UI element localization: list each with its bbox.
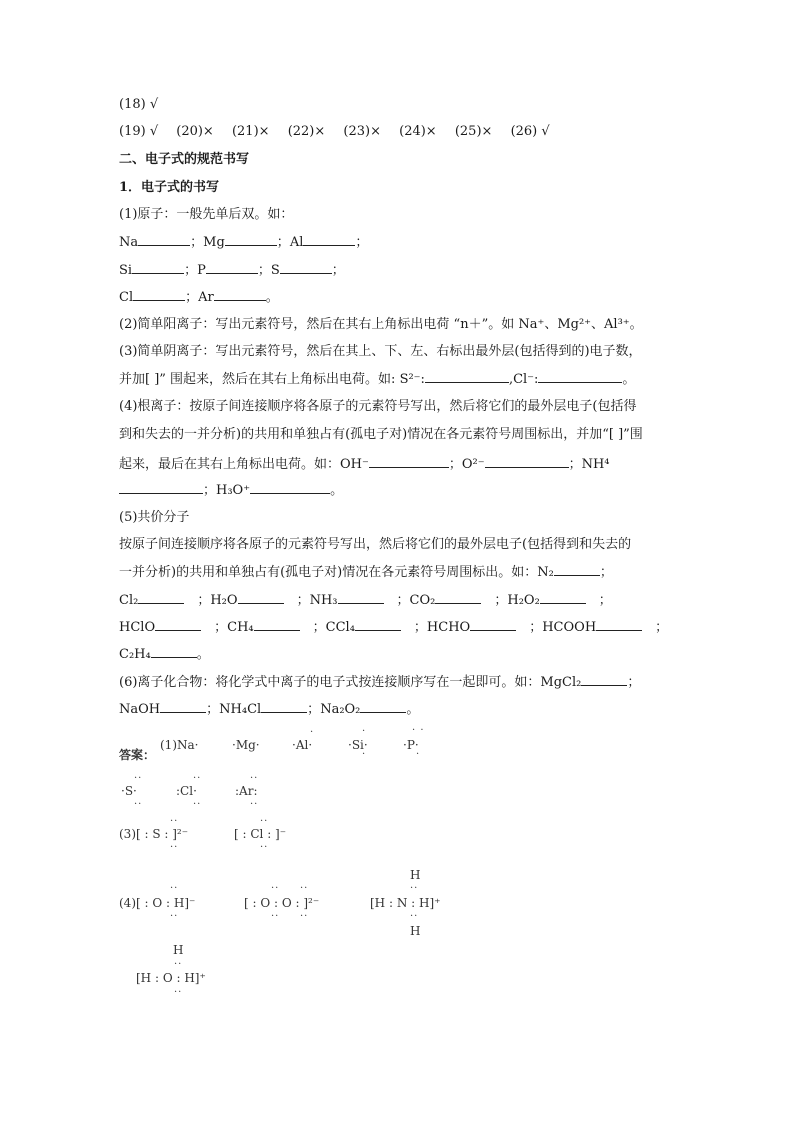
answer-1-ar: :Ar: bbox=[235, 784, 258, 798]
answer-blank[interactable] bbox=[470, 618, 516, 631]
formula-label: HCOOH bbox=[542, 620, 597, 635]
formula-label: HClO bbox=[119, 620, 156, 635]
electron-dot: ·· bbox=[410, 883, 419, 894]
judgement-line-2 bbox=[119, 123, 550, 141]
answer-blank[interactable] bbox=[151, 645, 197, 658]
formula-label: CH₄ bbox=[227, 620, 254, 635]
electron-dot: ·· bbox=[170, 883, 179, 894]
electron-dot: ·· bbox=[170, 816, 179, 827]
radical-rule-line-4 bbox=[119, 481, 343, 500]
answer-blank[interactable] bbox=[425, 370, 509, 383]
answer-1-p: ·P· bbox=[403, 738, 419, 752]
atoms-row-1: Na ；Mg ；Al ； bbox=[119, 235, 369, 250]
answer-4-nh4: [H : N : H]⁺ bbox=[370, 896, 441, 910]
atoms-row-2: Si ；P ；S ； bbox=[119, 263, 345, 278]
judgement-item: (26) √ bbox=[510, 124, 550, 139]
electron-dot: ·· bbox=[174, 959, 183, 970]
electron-dot: ·· bbox=[174, 987, 183, 998]
answer-blank[interactable] bbox=[132, 261, 184, 274]
answer-blank[interactable] bbox=[238, 591, 284, 604]
electron-dot: ·· bbox=[271, 883, 280, 894]
judgement-item: (25)× bbox=[454, 124, 493, 139]
covalent-text: 一并分析)的共用和单独占有(孤电子对)情况在各元素符号周围标出。如：N₂ bbox=[119, 565, 554, 580]
answer-1-cl: :Cl· bbox=[176, 784, 197, 798]
atoms-row-3: Cl ；Ar 。 bbox=[119, 290, 279, 305]
answer-blank[interactable] bbox=[360, 700, 406, 713]
electron-dot: ·· bbox=[193, 773, 202, 784]
formula-label: Na₂O₂ bbox=[320, 702, 361, 717]
electron-dot: ·· bbox=[250, 799, 259, 810]
formula-label: NH₄Cl bbox=[219, 702, 262, 717]
judgement-item: (20)× bbox=[176, 124, 214, 139]
answer-blank[interactable] bbox=[554, 563, 600, 576]
electron-dot: ·· bbox=[250, 773, 259, 784]
covalent-row-1: Cl₂ ；H₂O ；NH₃ ；CO₂ ；H₂O₂ ； bbox=[119, 593, 612, 608]
electron-dot: ·· bbox=[260, 842, 269, 853]
answer-4-oh: (4)[ : O : H]⁻ bbox=[119, 896, 196, 910]
answer-blank[interactable] bbox=[581, 673, 627, 686]
element-label: Mg bbox=[203, 235, 225, 250]
answer-blank[interactable] bbox=[160, 700, 206, 713]
answer-blank[interactable] bbox=[369, 455, 449, 468]
answer-blank[interactable] bbox=[119, 481, 203, 494]
electron-dot: · bbox=[362, 749, 367, 760]
electron-dot: ·· bbox=[300, 911, 309, 922]
judgement-item: (21)× bbox=[231, 124, 270, 139]
formula-label: CCl₄ bbox=[325, 620, 355, 635]
answer-blank[interactable] bbox=[261, 700, 307, 713]
answer-blank[interactable] bbox=[596, 618, 642, 631]
electron-dot: ·· bbox=[193, 799, 202, 810]
covalent-heading: (5)共价分子 bbox=[119, 510, 190, 525]
formula-label: CO₂ bbox=[409, 593, 436, 608]
answer-blank[interactable] bbox=[138, 233, 190, 246]
covalent-row-3: C₂H₄ 。 bbox=[119, 647, 210, 662]
answer-1-mg: ·Mg· bbox=[232, 738, 260, 752]
answer-blank[interactable] bbox=[155, 618, 201, 631]
answer-1-s: ·S· bbox=[121, 784, 137, 798]
ionic-text: (6)离子化合物：将化学式中离子的电子式按连接顺序写在一起即可。如：MgCl₂ bbox=[119, 675, 582, 690]
radical-text: ；NH⁴ bbox=[568, 457, 610, 472]
formula-label: HCHO bbox=[426, 620, 471, 635]
electron-dot: ·· bbox=[134, 773, 143, 784]
formula-label: NaOH bbox=[119, 702, 161, 717]
covalent-line-2: 一并分析)的共用和单独占有(孤电子对)情况在各元素符号周围标出。如：N₂ ； bbox=[119, 565, 613, 580]
radical-rule-line-3 bbox=[119, 455, 610, 474]
judgement-line-1: (18) √ bbox=[119, 97, 159, 112]
answer-4-o2: [ : O : O : ]²⁻ bbox=[244, 896, 320, 910]
radical-text: ；H₃O⁺ bbox=[203, 483, 251, 498]
subsection-title: 1．电子式的书写 bbox=[119, 180, 220, 195]
cation-rule: (2)简单阳离子：写出元素符号，然后在其右上角标出电荷 “n＋”。如 Na⁺、Mg²⁺、Al³⁺。 bbox=[119, 317, 643, 332]
electron-dot: ·· bbox=[134, 799, 143, 810]
electron-dot: · · bbox=[412, 725, 425, 736]
formula-label: H₂O bbox=[210, 593, 238, 608]
element-label: Cl bbox=[119, 290, 134, 305]
answer-blank[interactable] bbox=[538, 370, 622, 383]
radical-rule-line-2: 到和失去的一并分析)的共用和单独占有(孤电子对)情况在各元素符号周围标出，并加“[ ]”围 bbox=[119, 427, 643, 442]
answer-blank[interactable] bbox=[250, 481, 330, 494]
judgement-item: (19) √ bbox=[119, 124, 159, 139]
answer-blank[interactable] bbox=[355, 618, 401, 631]
answer-3-s: (3)[ : S : ]²⁻ bbox=[119, 827, 189, 841]
radical-text: 起来，最后在其右上角标出电荷。如：OH⁻ bbox=[119, 457, 369, 472]
radical-text: ；O²⁻ bbox=[448, 457, 485, 472]
electron-dot: · bbox=[416, 749, 421, 760]
answer-4-h3o-h-top: H bbox=[173, 943, 184, 957]
answer-4-nh4-h-bottom: H bbox=[410, 924, 421, 938]
answer-blank[interactable] bbox=[133, 288, 185, 301]
answer-1-al: ·Al· bbox=[292, 738, 313, 752]
answer-blank[interactable] bbox=[206, 261, 258, 274]
electron-dot: ·· bbox=[410, 911, 419, 922]
anion-text: ,Cl⁻: bbox=[508, 372, 539, 387]
answer-blank[interactable] bbox=[225, 233, 277, 246]
answer-blank[interactable] bbox=[435, 591, 481, 604]
ionic-row-2: NaOH ；NH₄Cl ；Na₂O₂ 。 bbox=[119, 702, 420, 717]
covalent-row-2: HClO ；CH₄ ；CCl₄ ；HCHO ；HCOOH ； bbox=[119, 620, 669, 635]
electron-dot: · bbox=[362, 726, 367, 737]
answer-blank[interactable] bbox=[540, 591, 586, 604]
element-label: Na bbox=[119, 235, 139, 250]
section-title: 二、电子式的规范书写 bbox=[119, 152, 250, 167]
ionic-line-1: (6)离子化合物：将化学式中离子的电子式按连接顺序写在一起即可。如：MgCl₂ ； bbox=[119, 675, 641, 690]
answer-blank[interactable] bbox=[138, 591, 184, 604]
answer-blank[interactable] bbox=[214, 288, 266, 301]
electron-dot: · bbox=[310, 727, 315, 738]
electron-dot: ·· bbox=[170, 911, 179, 922]
answer-blank[interactable] bbox=[254, 618, 300, 631]
anion-rule-line-1: (3)简单阴离子：写出元素符号，然后在其上、下、左、右标出最外层(包括得到的)电子数， bbox=[119, 344, 642, 359]
judgement-item: (22)× bbox=[287, 124, 326, 139]
element-label: Al bbox=[289, 235, 304, 250]
element-label: S bbox=[270, 263, 280, 278]
answer-4-h3o: [H : O : H]⁺ bbox=[136, 971, 206, 985]
anion-text: 。 bbox=[622, 372, 636, 387]
atoms-heading: (1)原子：一般先单后双。如： bbox=[119, 207, 294, 222]
answer-blank[interactable] bbox=[303, 233, 355, 246]
formula-label: C₂H₄ bbox=[119, 647, 151, 662]
answer-3-cl: [ : Cl : ]⁻ bbox=[234, 827, 287, 841]
anion-text: 并加[ ]” 围起来，然后在其右上角标出电荷。如: S²⁻: bbox=[119, 372, 425, 387]
answer-blank[interactable] bbox=[280, 261, 332, 274]
electron-dot: ·· bbox=[300, 883, 309, 894]
answer-4-nh4-h-top: H bbox=[410, 868, 421, 882]
anion-rule-line-2 bbox=[119, 370, 635, 389]
electron-dot: ·· bbox=[170, 842, 179, 853]
electron-dot: ·· bbox=[260, 816, 269, 827]
covalent-line-1: 按原子间连接顺序将各原子的元素符号写出，然后将它们的最外层电子(包括得到和失去的 bbox=[119, 537, 632, 552]
formula-label: Cl₂ bbox=[119, 593, 139, 608]
electron-dot: ·· bbox=[271, 911, 280, 922]
formula-label: H₂O₂ bbox=[507, 593, 540, 608]
radical-rule-line-1: (4)根离子：按原子间连接顺序将各原子的元素符号写出，然后将它们的最外层电子(包括得 bbox=[119, 399, 637, 414]
element-label: P bbox=[197, 263, 206, 278]
answer-blank[interactable] bbox=[338, 591, 384, 604]
answer-1-na: (1)Na· bbox=[160, 738, 199, 752]
element-label: Ar bbox=[198, 290, 214, 305]
answer-label: 答案： bbox=[119, 748, 156, 762]
element-label: Si bbox=[119, 263, 133, 278]
radical-text: 。 bbox=[330, 483, 344, 498]
answer-1-si: ·Si· bbox=[348, 738, 368, 752]
judgement-item: (23)× bbox=[343, 124, 381, 139]
formula-label: NH₃ bbox=[309, 593, 338, 608]
judgement-item: (24)× bbox=[399, 124, 437, 139]
answer-blank[interactable] bbox=[485, 455, 569, 468]
